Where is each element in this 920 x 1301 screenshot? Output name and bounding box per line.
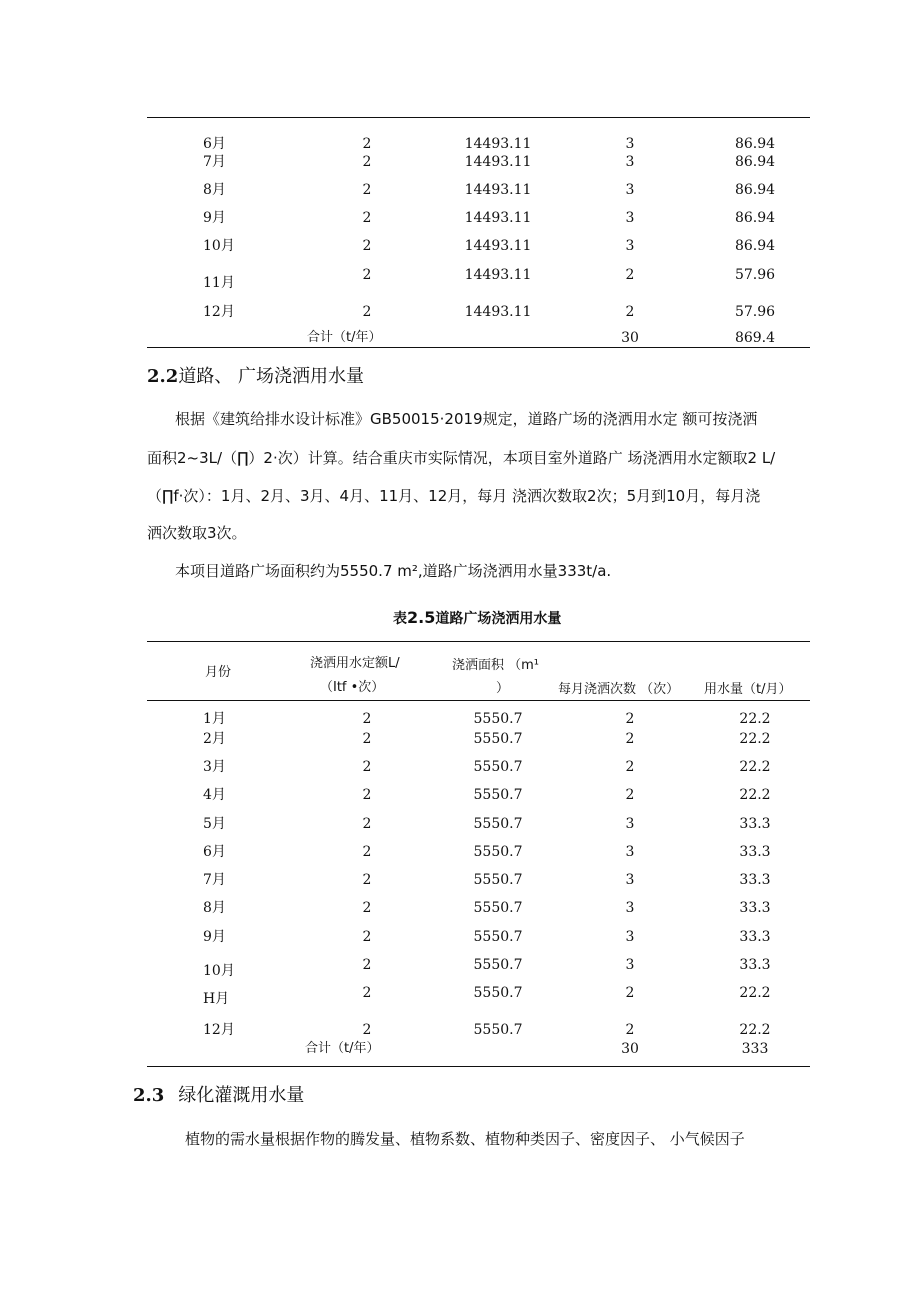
table-row (0, 815, 920, 833)
area-cell: 5550.7 (473, 929, 523, 945)
quota-cell: 2 (362, 957, 372, 973)
table2-header-area-line2: ） (496, 681, 510, 696)
month-cell: 6月 (203, 136, 226, 152)
area-cell: 5550.7 (473, 957, 523, 973)
area-cell: 14493.11 (464, 210, 532, 226)
section-2-2-para-2: 本项目道路广场面积约为5550.7 m²,道路广场浇洒用水量333t/a. (175, 562, 612, 580)
table-row (0, 871, 920, 889)
section-2-3-number: 2.3 (133, 1085, 165, 1106)
area-cell: 5550.7 (473, 787, 523, 803)
quota-cell: 2 (362, 267, 372, 283)
table-row (0, 135, 920, 153)
table2-total-label: 合计（t/年） (305, 1041, 380, 1056)
table-row (0, 209, 920, 227)
count-cell: 3 (625, 900, 635, 916)
area-cell: 5550.7 (473, 759, 523, 775)
table-row (0, 843, 920, 861)
usage-cell: 57.96 (734, 304, 776, 320)
quota-cell: 2 (362, 759, 372, 775)
count-cell: 3 (625, 816, 635, 832)
table-row (0, 153, 920, 171)
month-cell: 8月 (203, 182, 226, 198)
area-cell: 14493.11 (464, 304, 532, 320)
table1-total-count: 30 (621, 330, 639, 346)
usage-cell: 22.2 (739, 787, 771, 803)
usage-cell: 22.2 (739, 985, 771, 1001)
table-row (0, 730, 920, 748)
count-cell: 3 (625, 182, 635, 198)
usage-cell: 22.2 (739, 1022, 771, 1038)
table-row (0, 303, 920, 321)
quota-cell: 2 (362, 816, 372, 832)
quota-cell: 2 (362, 929, 372, 945)
section-2-2-para-line-1: 根据《建筑给排水设计标准》GB50015·2019规定，道路广场的浇洒用水定 额可按浇洒 (175, 410, 758, 428)
area-cell: 14493.11 (464, 267, 532, 283)
usage-cell: 86.94 (734, 154, 776, 170)
quota-cell: 2 (362, 1022, 372, 1038)
quota-cell: 2 (362, 787, 372, 803)
count-cell: 2 (625, 985, 635, 1001)
month-cell: 10月 (203, 963, 235, 979)
section-2-3-para: 植物的需水量根据作物的腾发量、植物系数、植物种类因子、密度因子、 小气候因子 (185, 1130, 745, 1148)
month-cell: 1月 (203, 711, 226, 727)
month-cell: 9月 (203, 929, 226, 945)
area-cell: 5550.7 (473, 985, 523, 1001)
usage-cell: 86.94 (734, 136, 776, 152)
area-cell: 14493.11 (464, 154, 532, 170)
area-cell: 14493.11 (464, 238, 532, 254)
table2-header-count: 每月浇洒次数 （次） (558, 682, 680, 697)
area-cell: 5550.7 (473, 731, 523, 747)
count-cell: 3 (625, 929, 635, 945)
month-cell: 6月 (203, 844, 226, 860)
section-2-2-number: 2.2 (147, 366, 179, 387)
month-cell: 3月 (203, 759, 226, 775)
quota-cell: 2 (362, 182, 372, 198)
count-cell: 2 (625, 731, 635, 747)
count-cell: 2 (625, 1022, 635, 1038)
table1-bottom-rule (147, 347, 810, 348)
usage-cell: 33.3 (739, 929, 771, 945)
quota-cell: 2 (362, 872, 372, 888)
quota-cell: 2 (362, 238, 372, 254)
count-cell: 3 (625, 238, 635, 254)
month-cell: 4月 (203, 787, 226, 803)
usage-cell: 57.96 (734, 267, 776, 283)
table2-caption-number: 2.5 (407, 608, 436, 627)
table2-header-rule (147, 700, 810, 701)
month-cell: 12月 (203, 304, 235, 320)
table2-header-month: 月份 (205, 665, 232, 680)
area-cell: 5550.7 (473, 872, 523, 888)
table1-top-rule (147, 117, 810, 118)
table2-caption (393, 608, 561, 629)
area-cell: 5550.7 (473, 711, 523, 727)
table2-caption-prefix: 表 (393, 611, 407, 627)
count-cell: 3 (625, 154, 635, 170)
count-cell: 2 (625, 304, 635, 320)
table-row (0, 786, 920, 804)
month-cell: 11月 (203, 275, 235, 291)
section-2-3-heading (133, 1084, 304, 1108)
quota-cell: 2 (362, 304, 372, 320)
count-cell: 3 (625, 210, 635, 226)
month-cell: 10月 (203, 238, 235, 254)
month-cell: 8月 (203, 900, 226, 916)
table-row (0, 758, 920, 776)
month-cell: 7月 (203, 154, 226, 170)
area-cell: 5550.7 (473, 816, 523, 832)
quota-cell: 2 (362, 985, 372, 1001)
table-row (0, 237, 920, 255)
table1-total-row (0, 329, 920, 347)
table2-total-count: 30 (621, 1041, 639, 1057)
table-row (0, 1021, 920, 1039)
table-row (0, 956, 920, 979)
usage-cell: 22.2 (739, 731, 771, 747)
area-cell: 14493.11 (464, 182, 532, 198)
section-2-2-heading (147, 365, 364, 389)
section-2-3-title: 绿化灌溉用水量 (178, 1085, 305, 1106)
section-2-2-para-line-3: （∏f·次）：1月、2月、3月、4月、11月、12月，每月 浇洒次数取2次；5月到10月，每月浇 (147, 487, 761, 505)
area-cell: 5550.7 (473, 900, 523, 916)
section-2-2-title: 道路、 广场浇洒用水量 (178, 366, 365, 387)
month-cell: H月 (203, 991, 230, 1007)
quota-cell: 2 (362, 711, 372, 727)
table2-total-value: 333 (741, 1041, 769, 1057)
usage-cell: 33.3 (739, 844, 771, 860)
month-cell: 12月 (203, 1022, 235, 1038)
usage-cell: 33.3 (739, 816, 771, 832)
quota-cell: 2 (362, 210, 372, 226)
table-row (0, 266, 920, 291)
count-cell: 3 (625, 872, 635, 888)
table2-header-usage: 用水量（t/月） (704, 682, 792, 697)
table1-total-label: 合计（t/年） (307, 330, 382, 345)
count-cell: 2 (625, 711, 635, 727)
area-cell: 5550.7 (473, 844, 523, 860)
count-cell: 3 (625, 957, 635, 973)
usage-cell: 86.94 (734, 238, 776, 254)
quota-cell: 2 (362, 844, 372, 860)
quota-cell: 2 (362, 136, 372, 152)
table1-total-value: 869.4 (734, 330, 776, 346)
count-cell: 3 (625, 136, 635, 152)
table2-top-rule (147, 641, 810, 642)
table2-total-row (0, 1040, 920, 1058)
month-cell: 9月 (203, 210, 226, 226)
table-row (0, 181, 920, 199)
usage-cell: 33.3 (739, 900, 771, 916)
usage-cell: 22.2 (739, 711, 771, 727)
table-row (0, 899, 920, 917)
area-cell: 5550.7 (473, 1022, 523, 1038)
area-cell: 14493.11 (464, 136, 532, 152)
table-row (0, 928, 920, 946)
month-cell: 5月 (203, 816, 226, 832)
usage-cell: 22.2 (739, 759, 771, 775)
table2-caption-text: 道路广场浇洒用水量 (435, 611, 562, 627)
count-cell: 3 (625, 844, 635, 860)
section-2-2-para-line-2: 面积2~3L/（∏）2·次）计算。结合重庆市实际情况，本项目室外道路广 场浇洒用水定额取2 L/ (147, 449, 776, 467)
usage-cell: 86.94 (734, 182, 776, 198)
table2-header-quota-line2: （Itf •次） (320, 680, 385, 695)
month-cell: 2月 (203, 731, 226, 747)
count-cell: 2 (625, 267, 635, 283)
month-cell: 7月 (203, 872, 226, 888)
table2-header-quota-line1: 浇洒用水定额L/ (310, 656, 400, 671)
usage-cell: 33.3 (739, 957, 771, 973)
table-row (0, 710, 920, 728)
count-cell: 2 (625, 787, 635, 803)
table2-header-area-line1: 浇洒面积 （m¹ (452, 658, 540, 673)
table2-bottom-rule (147, 1066, 810, 1067)
usage-cell: 33.3 (739, 872, 771, 888)
quota-cell: 2 (362, 154, 372, 170)
quota-cell: 2 (362, 731, 372, 747)
table-row (0, 984, 920, 1007)
quota-cell: 2 (362, 900, 372, 916)
count-cell: 2 (625, 759, 635, 775)
section-2-2-para-line-4: 洒次数取3次。 (147, 524, 247, 542)
usage-cell: 86.94 (734, 210, 776, 226)
